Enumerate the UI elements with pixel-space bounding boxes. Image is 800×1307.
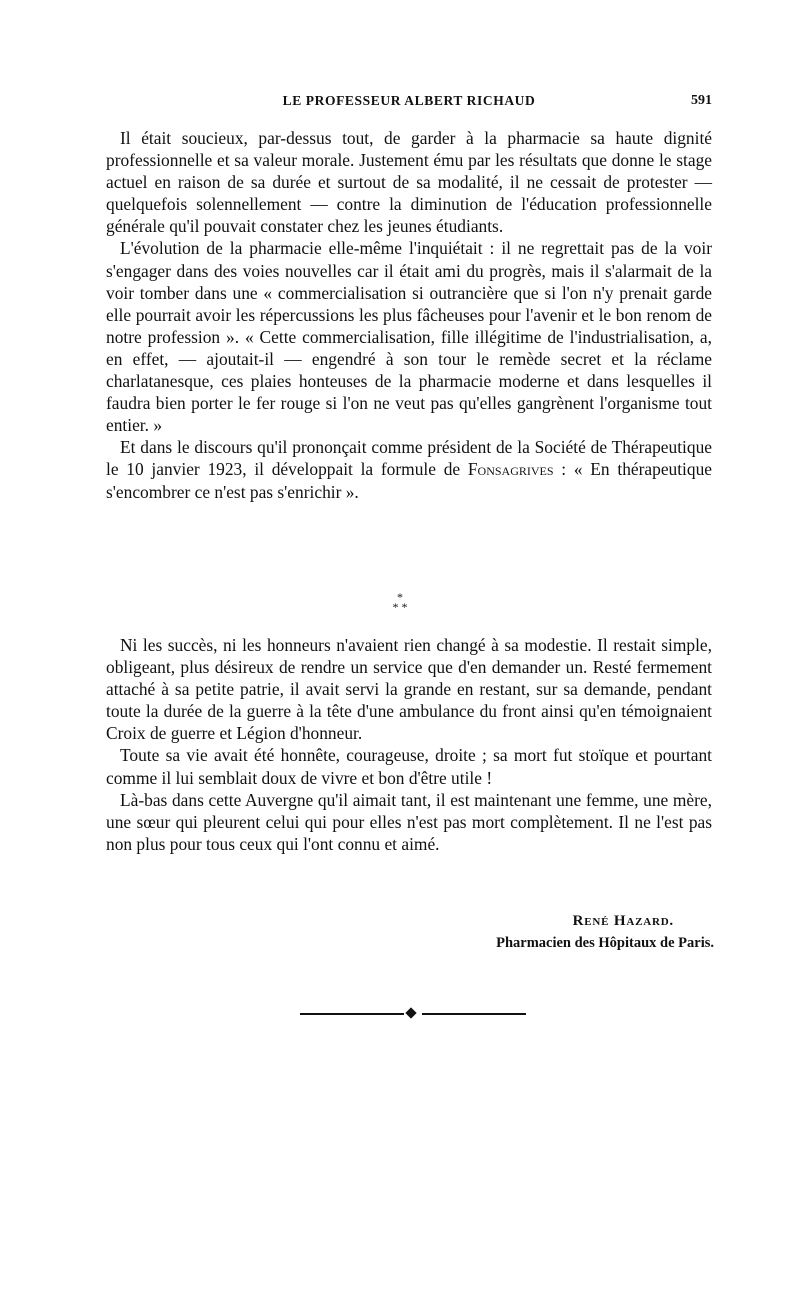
signature-name: René Hazard. bbox=[572, 913, 674, 929]
body-section-1 bbox=[106, 127, 712, 503]
asterism-top: * bbox=[397, 590, 403, 604]
paragraph-honest-life: Toute sa vie avait été honnête, courageuse, droite ; sa mort fut stoïque et pourtant comme il lui semblait doux de vivre et bon d'être utile ! bbox=[106, 745, 712, 788]
ornament-line-right bbox=[422, 1013, 526, 1015]
ornament-line-left bbox=[300, 1013, 404, 1015]
paragraph-text-start: Et dans le discours qu'il prononçait comme président de la Société de Thérapeutique le 10 janvier 1923, il développait la formule de bbox=[106, 437, 712, 480]
signature-block bbox=[496, 910, 714, 954]
running-title: LE PROFESSEUR ALBERT RICHAUD bbox=[282, 93, 536, 108]
paragraph-auvergne: Là-bas dans cette Auvergne qu'il aimait tant, il est maintenant une femme, une mère, une sœur qui pleurent celui qui pour elles n'est pas mort complètement. Il ne l'est pas non plus pour tous ceux qui l'ont connu et aimé. bbox=[106, 789, 712, 854]
paragraph-therapeutique-discourse bbox=[106, 436, 712, 502]
diamond-ornament-icon bbox=[405, 1007, 416, 1018]
page-number: 591 bbox=[691, 93, 712, 108]
paragraph-professional-dignity: Il était soucieux, par-dessus tout, de garder à la pharmacie sa haute dignité professionnelle et sa valeur morale. Justement ému par les résultats que donne le stage actuel en raison de sa durée et surtout de sa modalité, il ne cessait de protester — quelquefois solennellement — contre la diminution de l'éducation professionnelle générale qu'il pouvait constater chez les jeunes étudiants. bbox=[106, 128, 712, 237]
asterism-bottom: * * bbox=[392, 600, 408, 614]
paragraph-modesty: Ni les succès, ni les honneurs n'avaient rien changé à sa modestie. Il restait simple, obligeant, plus désireux de rendre un service que d'en demander un. Resté fermement attaché à sa petite patrie, il avait servi la grande en restant, sur sa demande, pendant toute la durée de la guerre à la tête d'une ambulance du front ainsi qu'en témoignaient Croix de guerre et Légion d'honneur. bbox=[106, 635, 712, 744]
end-ornament-rule bbox=[300, 1008, 526, 1020]
paragraph-commercialisation: L'évolution de la pharmacie elle-même l'inquiétait : il ne regrettait pas de la voir s'engager dans des voies nouvelles car il était ami du progrès, mais il s'alarmait de la voir tomber dans une « commercialisation si outrancière que si l'on n'y prenait garde elle pourrait avoir les répercussions les plus fâcheuses pour l'avenir et le bon renom de notre profession ». « Cette commercialisation, fille illégitime de l'industrialisation, a, en effet, — ajoutait-il — engendré à son tour le remède secret et la réclame charlatanesque, ces plaies honteuses de la pharmacie moderne et dans lesquelles il faudra bien porter le fer rouge si l'on ne veut pas qu'elles gangrènent l'organisme tout entier. » bbox=[106, 238, 712, 436]
section-asterism bbox=[380, 592, 420, 622]
running-header bbox=[106, 93, 712, 113]
body-section-2 bbox=[106, 634, 712, 855]
paragraph-text-end: : « En thérapeutique s'encombrer ce n'est pas s'enrichir ». bbox=[106, 459, 713, 502]
signature-title: Pharmacien des Hôpitaux de Paris. bbox=[496, 935, 714, 951]
author-name-fonsagrives: Fonsagrives bbox=[467, 459, 554, 480]
